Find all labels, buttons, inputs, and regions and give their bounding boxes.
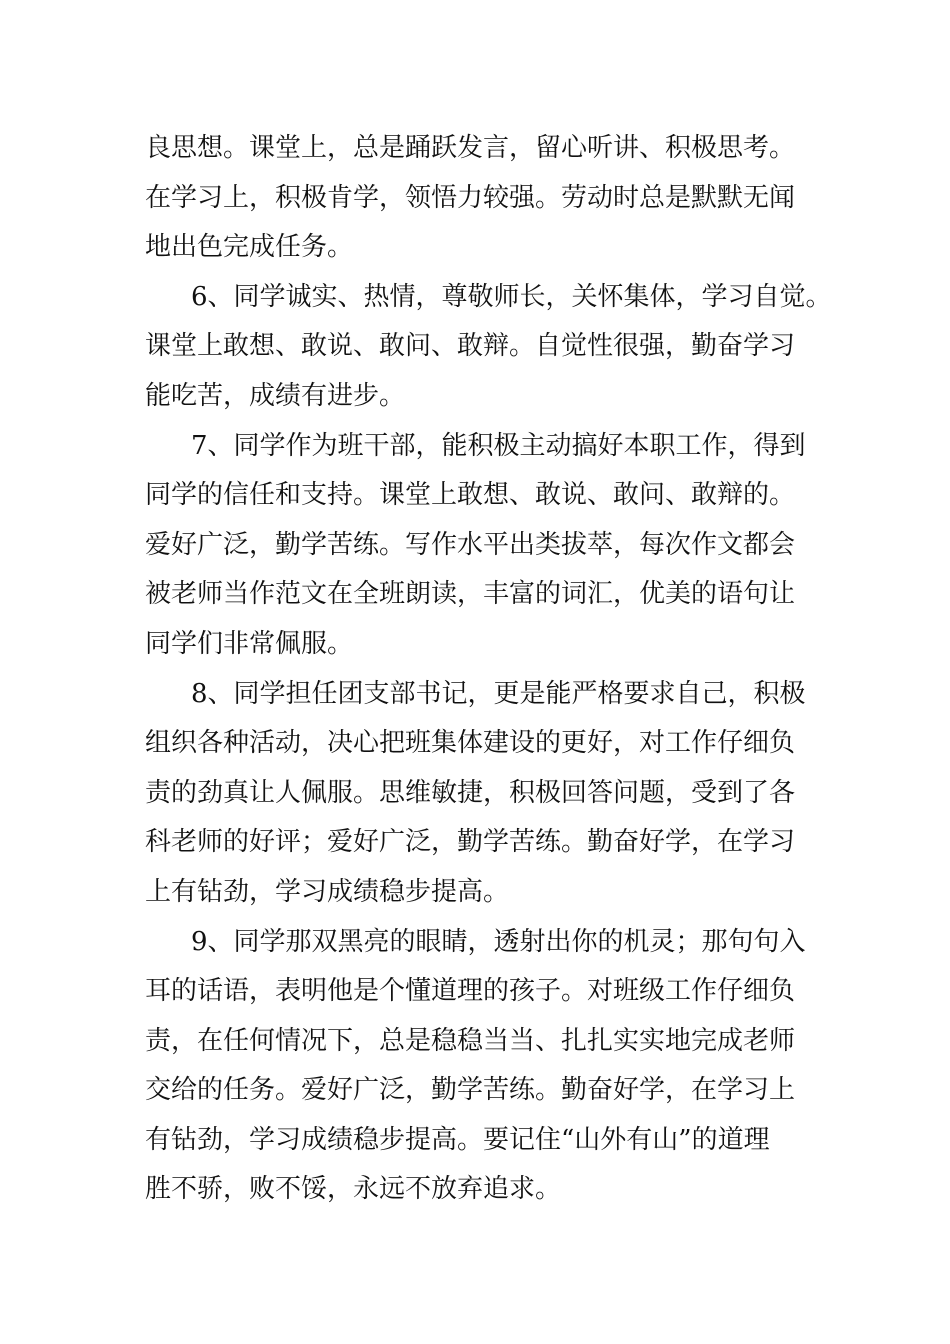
text-line: 地出色完成任务。 bbox=[145, 232, 354, 263]
text-line: 科老师的好评；爱好广泛，勤学苦练。勤奋好学，在学习 bbox=[145, 827, 796, 858]
text-line: 同学们非常佩服。 bbox=[145, 628, 354, 659]
text-line: 被老师当作范文在全班朗读，丰富的词汇，优美的语句让 bbox=[145, 579, 796, 610]
text-line: 同学的信任和支持。课堂上敢想、敢说、敢问、敢辩的。 bbox=[145, 480, 796, 511]
text-line: 胜不骄，败不馁，永远不放弃追求。 bbox=[145, 1174, 562, 1205]
document-body bbox=[145, 124, 845, 1215]
text-line: 责，在任何情况下，总是稳稳当当、扎扎实实地完成老师 bbox=[145, 1025, 796, 1056]
text-line: 交给的任务。爱好广泛，勤学苦练。勤奋好学，在学习上 bbox=[145, 1075, 796, 1106]
text-line-paragraph-start: 8、同学担任团支部书记，更是能严格要求自己，积极 bbox=[191, 678, 806, 709]
text-line: 组织各种活动，决心把班集体建设的更好，对工作仔细负 bbox=[145, 728, 796, 759]
text-line: 爱好广泛，勤学苦练。写作水平出类拔萃，每次作文都会 bbox=[145, 529, 796, 560]
text-line: 课堂上敢想、敢说、敢问、敢辩。自觉性很强，勤奋学习 bbox=[145, 331, 796, 362]
text-line-paragraph-start: 6、同学诚实、热情，尊敬师长，关怀集体，学习自觉。 bbox=[191, 281, 832, 312]
text-line: 有钻劲，学习成绩稳步提高。要记住“山外有山”的道理 bbox=[145, 1124, 770, 1155]
text-line: 在学习上，积极肯学，领悟力较强。劳动时总是默默无闻 bbox=[145, 182, 796, 213]
text-line: 良思想。课堂上，总是踊跃发言，留心听讲、积极思考。 bbox=[145, 133, 796, 163]
text-line-paragraph-start: 9、同学那双黑亮的眼睛，透射出你的机灵；那句句入 bbox=[191, 926, 806, 957]
text-line: 耳的话语，表明他是个懂道理的孩子。对班级工作仔细负 bbox=[145, 976, 796, 1007]
text-line: 能吃苦，成绩有进步。 bbox=[145, 380, 406, 411]
text-line: 上有钻劲，学习成绩稳步提高。 bbox=[145, 876, 510, 907]
text-line-paragraph-start: 7、同学作为班干部，能积极主动搞好本职工作，得到 bbox=[191, 430, 806, 461]
text-line: 责的劲真让人佩服。思维敏捷，积极回答问题，受到了各 bbox=[145, 777, 796, 808]
